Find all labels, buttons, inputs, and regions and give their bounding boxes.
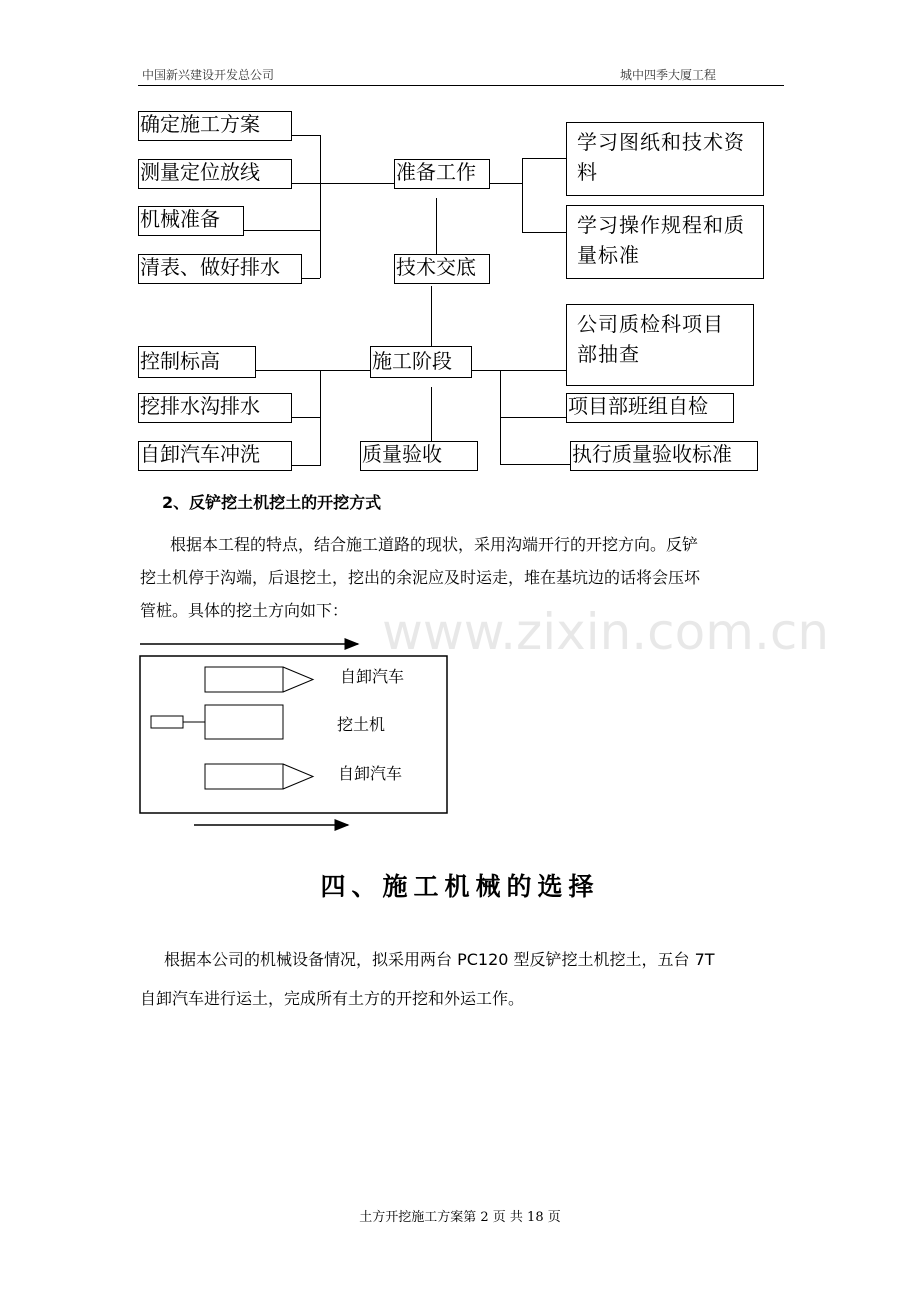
box-acceptance-standard: 执行质量验收标准 <box>570 441 758 471</box>
section-4-para-line: 根据本公司的机械设备情况，拟采用两台 PC120 型反铲挖土机挖土，五台 7T <box>164 950 715 969</box>
box-machine-prep: 机械准备 <box>138 206 244 236</box>
truck-bottom-shape <box>205 764 313 789</box>
box-ditch-drainage: 挖排水沟排水 <box>138 393 292 423</box>
box-construction-stage: 施工阶段 <box>370 346 472 378</box>
box-quality-acceptance: 质量验收 <box>360 441 478 471</box>
box-construction-plan: 确定施工方案 <box>138 111 292 141</box>
box-elevation-control: 控制标高 <box>138 346 256 378</box>
label-excavator: 挖土机 <box>337 715 386 734</box>
section-2-para-line: 管桩。具体的挖土方向如下： <box>140 601 349 620</box>
box-team-self-check: 项目部班组自检 <box>566 393 734 423</box>
excavator-shape <box>151 705 283 739</box>
section-4-para-line: 自卸汽车进行运土，完成所有土方的开挖和外运工作。 <box>140 989 525 1008</box>
watermark: www.zixin.com.cn <box>382 603 830 661</box>
header-project: 城中四季大厦工程 <box>620 68 717 82</box>
page-footer: 土方开挖施工方案第 2 页 共 18 页 <box>359 1210 561 1225</box>
section-2-para-line: 根据本工程的特点，结合施工道路的现状，采用沟端开行的开挖方向。反铲 <box>170 535 699 554</box>
box-truck-washing: 自卸汽车冲洗 <box>138 441 292 471</box>
section-4-title: 四、施工机械的选择 <box>320 872 600 901</box>
label-truck-bottom: 自卸汽车 <box>338 764 403 783</box>
section-2-heading: 2、反铲挖土机挖土的开挖方式 <box>162 493 382 512</box>
box-preparation: 准备工作 <box>394 159 490 189</box>
box-survey-layout: 测量定位放线 <box>138 159 292 189</box>
box-study-standards: 学习操作规程和质量标准 <box>566 205 764 279</box>
box-clearing-drainage: 清表、做好排水 <box>138 254 302 284</box>
label-truck-top: 自卸汽车 <box>340 667 405 686</box>
truck-top-shape <box>205 667 313 692</box>
box-study-drawings: 学习图纸和技术资料 <box>566 122 764 196</box>
section-2-para-line: 挖土机停于沟端，后退挖土，挖出的余泥应及时运走，堆在基坑边的话将会压坏 <box>140 568 701 587</box>
header-company: 中国新兴建设开发总公司 <box>142 68 275 82</box>
box-tech-briefing: 技术交底 <box>394 254 490 284</box>
box-company-inspection: 公司质检科项目部抽查 <box>566 304 754 386</box>
